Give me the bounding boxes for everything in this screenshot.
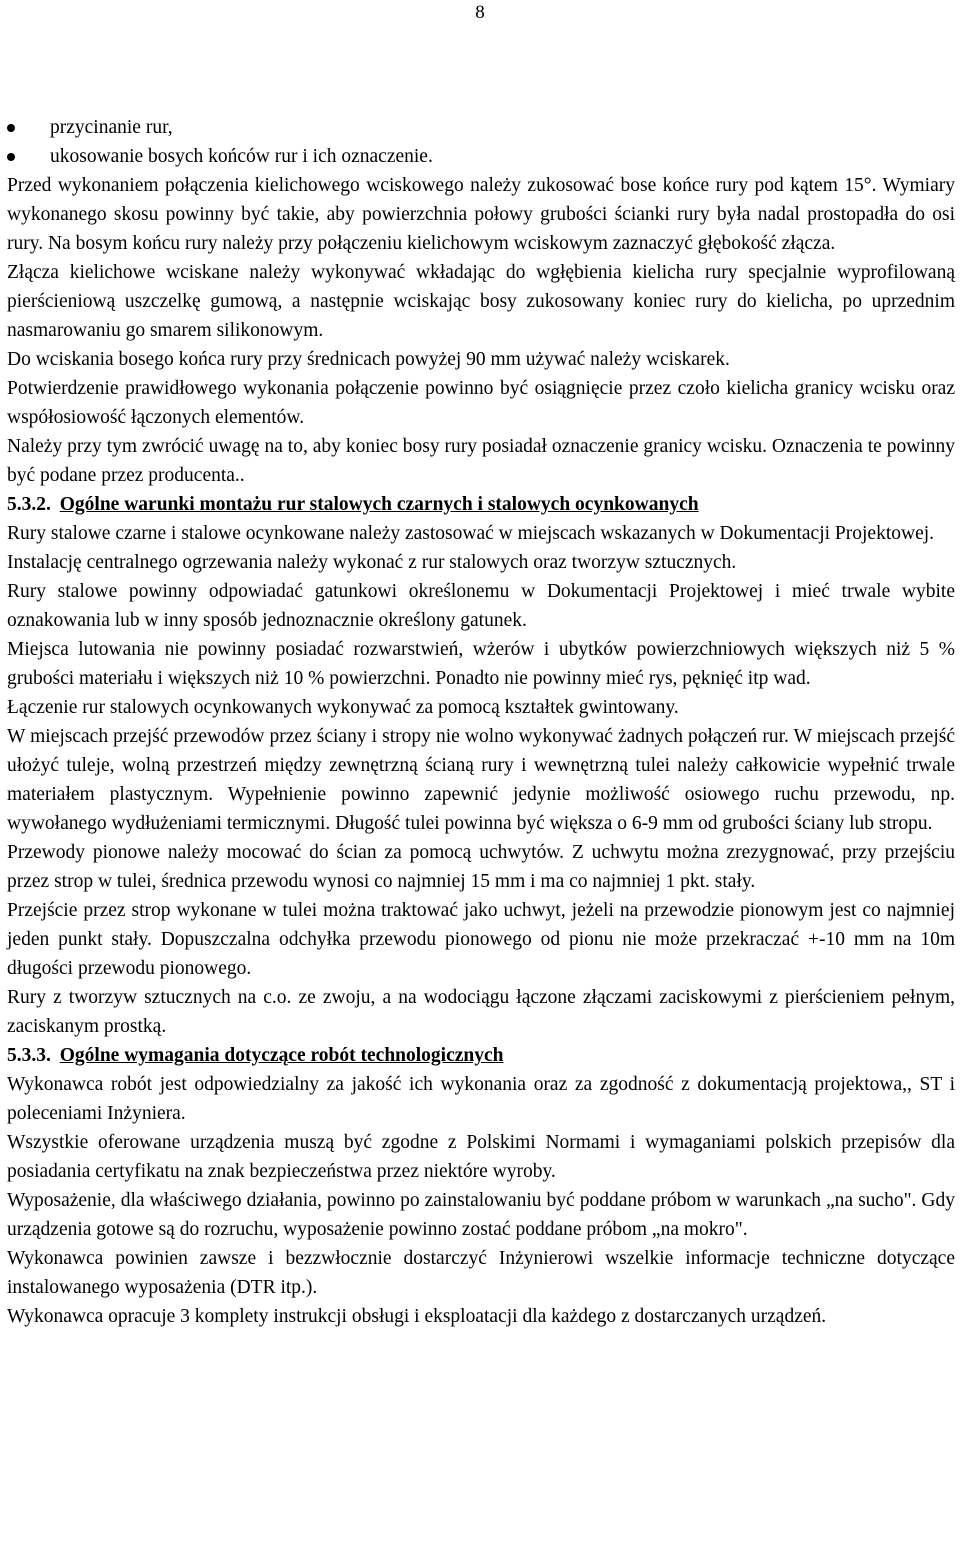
- paragraph: Rury z tworzyw sztucznych na c.o. ze zwoju, a na wodociągu łączone złączami zaciskowymi z pierścieniem pełnym, zaciskanym prostką.: [7, 987, 955, 1037]
- paragraph: Przed wykonaniem połączenia kielichowego wciskowego należy zukosować bose końce rury pod kątem 15°. Wymiary wykonanego skosu powinny być takie, aby powierzchnia połowy grubości ścianki rury była nadal prostopadła do osi rury. Na bosym końcu rury należy przy połączeniu kielichowym wciskowym zaznaczyć głębokość złącza.: [7, 175, 955, 254]
- section-heading-5-3-3: [7, 1041, 955, 1070]
- section-heading-5-3-2: [7, 490, 955, 519]
- paragraph: Do wciskania bosego końca rury przy średnicach powyżej 90 mm używać należy wciskarek.: [7, 349, 730, 370]
- list-item-text: ukosowanie bosych końców rur i ich oznaczenie.: [50, 146, 433, 167]
- section-title: Ogólne wymagania dotyczące robót technologicznych: [59, 1045, 504, 1066]
- paragraph: W miejscach przejść przewodów przez ściany i stropy nie wolno wykonywać żadnych połączeń rur. W miejscach przejść ułożyć tuleje, wolną przestrzeń między zewnętrzną ścianą rury i wewnętrzną tulei należy całkowicie wypełnić trwale materiałem plastycznym. Wypełnienie powinno zapewnić jedynie możliwość osiowego ruchu przewodu, np. wywołanego wydłużeniami termicznymi. Długość tulei powinna być większa o 6-9 mm od grubości ściany lub stropu.: [7, 726, 955, 834]
- paragraph: Wykonawca opracuje 3 komplety instrukcji obsługi i eksploatacji dla każdego z dostarczanych urządzeń.: [7, 1306, 827, 1327]
- paragraph: Rury stalowe powinny odpowiadać gatunkowi określonemu w Dokumentacji Projektowej i mieć trwale wybite oznakowania lub w inny sposób jednoznacznie określony gatunek.: [7, 581, 955, 631]
- paragraph: Potwierdzenie prawidłowego wykonania połączenie powinno być osiągnięcie przez czoło kielicha granicy wcisku oraz współosiowość łączonych elementów.: [7, 378, 955, 428]
- section-number: 5.3.3.: [7, 1045, 51, 1066]
- list-item-text: przycinanie rur,: [50, 117, 173, 138]
- bullet-list: [7, 113, 955, 171]
- bullet-icon: [7, 124, 15, 132]
- paragraph: Przewody pionowe należy mocować do ścian za pomocą uchwytów. Z uchwytu można zrezygnować, przy przejściu przez strop w tulei, średnica przewodu wynosi co najmniej 15 mm i ma co najmniej 1 pkt. stały.: [7, 842, 955, 892]
- page-number: 8: [475, 2, 485, 23]
- paragraph: Instalację centralnego ogrzewania należy wykonać z rur stalowych oraz tworzyw sztucznych.: [7, 552, 737, 573]
- paragraph: Miejsca lutowania nie powinny posiadać rozwarstwień, wżerów i ubytków powierzchniowych większych niż 5 % grubości materiału i większych niż 10 % powierzchni. Ponadto nie powinny mieć rys, pęknięć itp wad.: [7, 639, 955, 689]
- list-item: [7, 142, 955, 171]
- paragraph: Należy przy tym zwrócić uwagę na to, aby koniec bosy rury posiadał oznaczenie granicy wcisku. Oznaczenia te powinny być podane przez producenta..: [7, 436, 955, 486]
- paragraph: Rury stalowe czarne i stalowe ocynkowane należy zastosować w miejscach wskazanych w Dokumentacji Projektowej.: [7, 523, 935, 544]
- paragraph: Złącza kielichowe wciskane należy wykonywać wkładając do wgłębienia kielicha rury specjalnie wyprofilowaną pierścieniową uszczelkę gumową, a następnie wciskając bosy zukosowany koniec rury do kielicha, po uprzednim nasmarowaniu go smarem silikonowym.: [7, 262, 955, 341]
- paragraph: Łączenie rur stalowych ocynkowanych wykonywać za pomocą kształtek gwintowany.: [7, 697, 679, 718]
- list-item: [7, 113, 955, 142]
- paragraph: Przejście przez strop wykonane w tulei można traktować jako uchwyt, jeżeli na przewodzie pionowym jest co najmniej jeden punkt stały. Dopuszczalna odchyłka przewodu pionowego od pionu nie może przekraczać +-10 mm na 10m długości przewodu pionowego.: [7, 900, 955, 979]
- bullet-icon: [7, 153, 15, 161]
- paragraph: Wykonawca powinien zawsze i bezzwłocznie dostarczyć Inżynierowi wszelkie informacje techniczne dotyczące instalowanego wyposażenia (DTR itp.).: [7, 1248, 955, 1298]
- section-number: 5.3.2.: [7, 494, 51, 515]
- document-body: [7, 113, 955, 1331]
- paragraph: Wykonawca robót jest odpowiedzialny za jakość ich wykonania oraz za zgodność z dokumentacją projektowa,, ST i poleceniami Inżyniera.: [7, 1074, 955, 1124]
- section-title: Ogólne warunki montażu rur stalowych czarnych i stalowych ocynkowanych: [59, 494, 699, 515]
- paragraph: Wszystkie oferowane urządzenia muszą być zgodne z Polskimi Normami i wymaganiami polskich przepisów dla posiadania certyfikatu na znak bezpieczeństwa przez niektóre wyroby.: [7, 1132, 955, 1182]
- paragraph: Wyposażenie, dla właściwego działania, powinno po zainstalowaniu być poddane próbom w warunkach „na sucho". Gdy urządzenia gotowe są do rozruchu, wyposażenie powinno zostać poddane próbom „na mokro".: [7, 1190, 955, 1240]
